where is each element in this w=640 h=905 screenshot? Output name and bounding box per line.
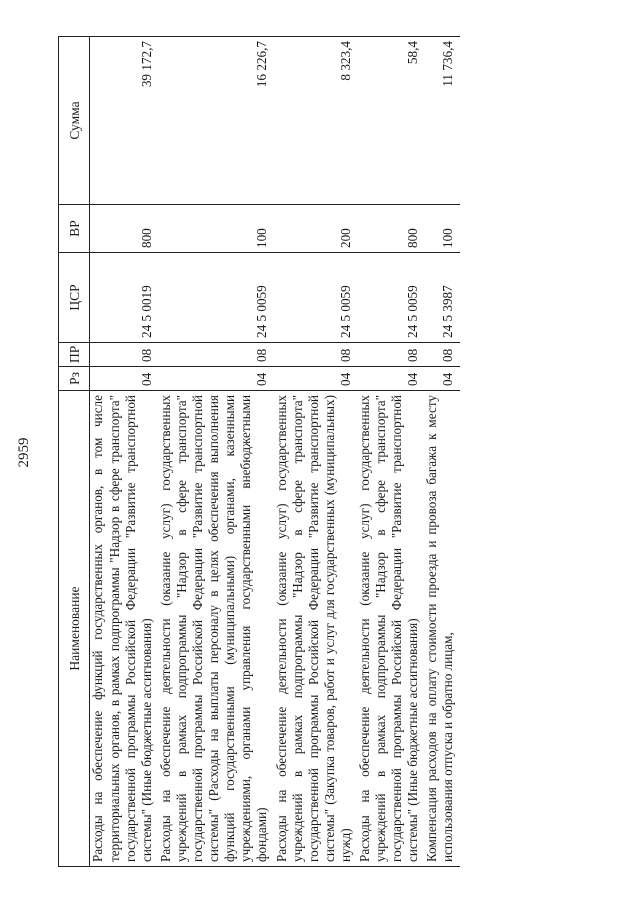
header-csr: ЦСР [59,253,90,343]
row-csr: 24 5 0059 [158,253,274,343]
row-rz: 04 [357,367,424,391]
row-rz: 04 [424,367,459,391]
table-row [274,37,357,867]
header-name: Наименование [59,391,90,867]
header-rz: Рз [59,367,90,391]
page-number: 2959 [16,437,32,468]
row-vr: 800 [357,205,424,253]
row-rz: 04 [90,367,158,391]
row-csr: 24 5 0019 [90,253,158,343]
row-name: Расходы на обеспечение деятельности (оказание услуг) государственных учреждений в рамках подпрограммы "Надзор в сфере транспорта" государственной программы Российской Федерации "Развитие транспортной системы" (Закупка товаров, работ и услуг для государственных (муниципальных) нужд) [274,391,357,867]
row-sum: 16 226,7 [158,37,274,205]
row-vr: 100 [158,205,274,253]
row-sum: 8 323,4 [274,37,357,205]
table-row [357,37,424,867]
row-name: Расходы на обеспечение деятельности (оказание услуг) государственных учреждений в рамках подпрограммы "Надзор в сфере транспорта" государственной программы Российской Федерации "Развитие транспортной системы" (Расходы на выплаты персоналу в целях обеспечения выполнения функций государственными (муниципальными) органами, казенными учреждениями, органами управления государственными внебюджетными фондами) [158,391,274,867]
header-vr: ВР [59,205,90,253]
row-csr: 24 5 0059 [357,253,424,343]
table-row [424,37,459,867]
row-pr: 08 [424,343,459,367]
row-rz: 04 [158,367,274,391]
table-row [90,37,158,867]
row-csr: 24 5 0059 [274,253,357,343]
row-vr: 800 [90,205,158,253]
table-header-row [59,37,90,867]
row-pr: 08 [90,343,158,367]
row-vr: 100 [424,205,459,253]
header-sum: Сумма [59,37,90,205]
row-vr: 200 [274,205,357,253]
row-rz: 04 [274,367,357,391]
row-pr: 08 [274,343,357,367]
row-name: Расходы на обеспечение функций государственных органов, в том числе территориальных органов, в рамках подпрограммы "Надзор в сфере транспорта" государственной программы Российской Федерации "Развитие транспортной системы" (Иные бюджетные ассигнования) [90,391,158,867]
row-sum: 39 172,7 [90,37,158,205]
row-name: Расходы на обеспечение деятельности (оказание услуг) государственных учреждений в рамках подпрограммы "Надзор в сфере транспорта" государственной программы Российской Федерации "Развитие транспортной системы" (Иные бюджетные ассигнования) [357,391,424,867]
row-sum: 58,4 [357,37,424,205]
row-pr: 08 [158,343,274,367]
row-pr: 08 [357,343,424,367]
row-sum: 11 736,4 [424,37,459,205]
row-name: Компенсация расходов на оплату стоимости проезда и провоза багажа к месту использования отпуска и обратно лицам, [424,391,459,867]
row-csr: 24 5 3987 [424,253,459,343]
budget-table [58,36,460,867]
header-pr: ПР [59,343,90,367]
table-row [158,37,274,867]
